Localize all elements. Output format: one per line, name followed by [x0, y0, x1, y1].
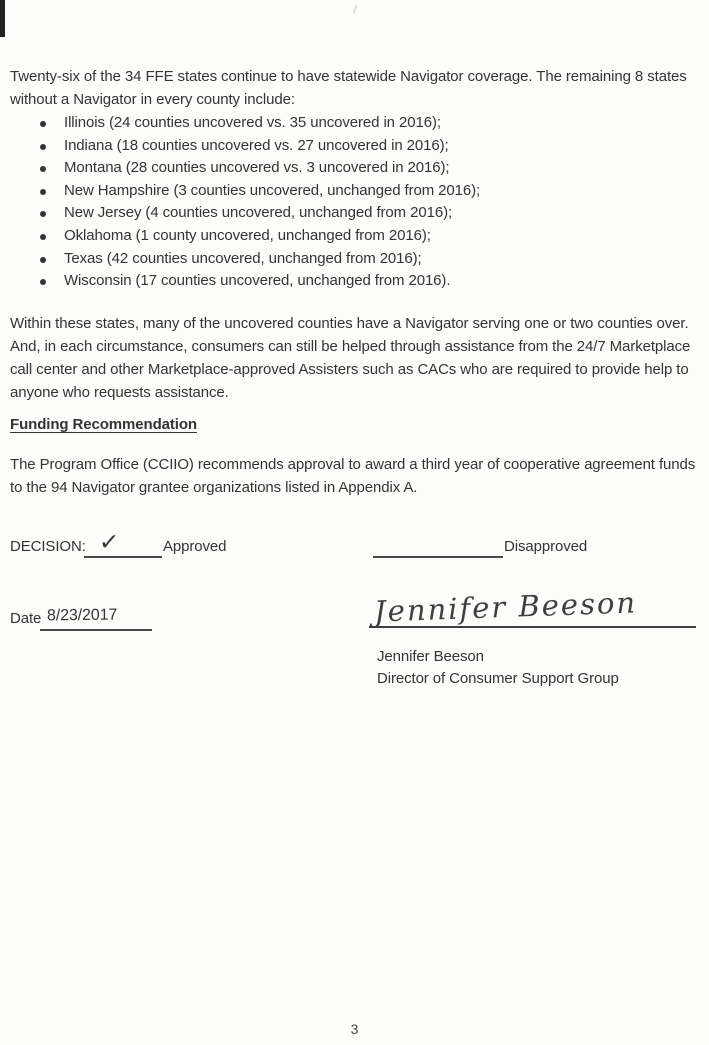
scan-smudge-mark — [353, 5, 358, 14]
scan-edge-artifact — [0, 0, 5, 37]
approved-blank-line — [84, 556, 162, 558]
date-value: 8/23/2017 — [46, 606, 118, 625]
state-list-item: Montana (28 counties uncovered vs. 3 uncovered in 2016); — [36, 157, 676, 180]
decision-label: DECISION: — [10, 538, 86, 555]
date-blank-line — [40, 629, 152, 631]
signer-printed-name: Jennifer Beeson — [377, 648, 484, 665]
state-list-item: Oklahoma (1 county uncovered, unchanged from 2016); — [36, 225, 676, 248]
funding-paragraph: The Program Office (CCIIO) recommends approval to award a third year of cooperative agreement funds to the 94 Navigator grantee organizations listed in Appendix A. — [10, 456, 696, 496]
state-list-item: New Jersey (4 counties uncovered, unchanged from 2016); — [36, 202, 676, 225]
page-number: 3 — [350, 1021, 359, 1037]
state-list-item: New Hampshire (3 counties uncovered, unchanged from 2016); — [36, 180, 676, 203]
date-label: Date — [10, 610, 42, 627]
state-list-item: Wisconsin (17 counties uncovered, unchanged from 2016). — [36, 270, 676, 293]
signer-title: Director of Consumer Support Group — [377, 670, 619, 687]
coverage-paragraph: Within these states, many of the uncovered counties have a Navigator serving one or two counties over. And, in each circumstance, consumers can still be helped through assistance from the 24/7 Marketplace call center and other Marketplace-approved Assisters such as CACs who are required to provide help to anyone who requests assistance. — [10, 315, 691, 401]
approved-label: Approved — [163, 538, 227, 555]
uncovered-states-list — [36, 112, 676, 293]
disapproved-label: Disapproved — [504, 538, 588, 555]
state-list-item: Illinois (24 counties uncovered vs. 35 uncovered in 2016); — [36, 112, 676, 135]
handwritten-signature: Jennifer Beeson — [373, 585, 638, 629]
funding-recommendation-heading: Funding Recommendation — [10, 416, 197, 434]
intro-paragraph: Twenty-six of the 34 FFE states continue to have statewide Navigator coverage. The remaining 8 states without a Navigator in every county include: — [10, 68, 687, 108]
state-list-item: Indiana (18 counties uncovered vs. 27 uncovered in 2016); — [36, 135, 676, 158]
disapproved-blank-line — [373, 556, 503, 558]
state-list-item: Texas (42 counties uncovered, unchanged from 2016); — [36, 248, 676, 271]
approved-checkmark-icon: ✓ — [98, 527, 121, 557]
